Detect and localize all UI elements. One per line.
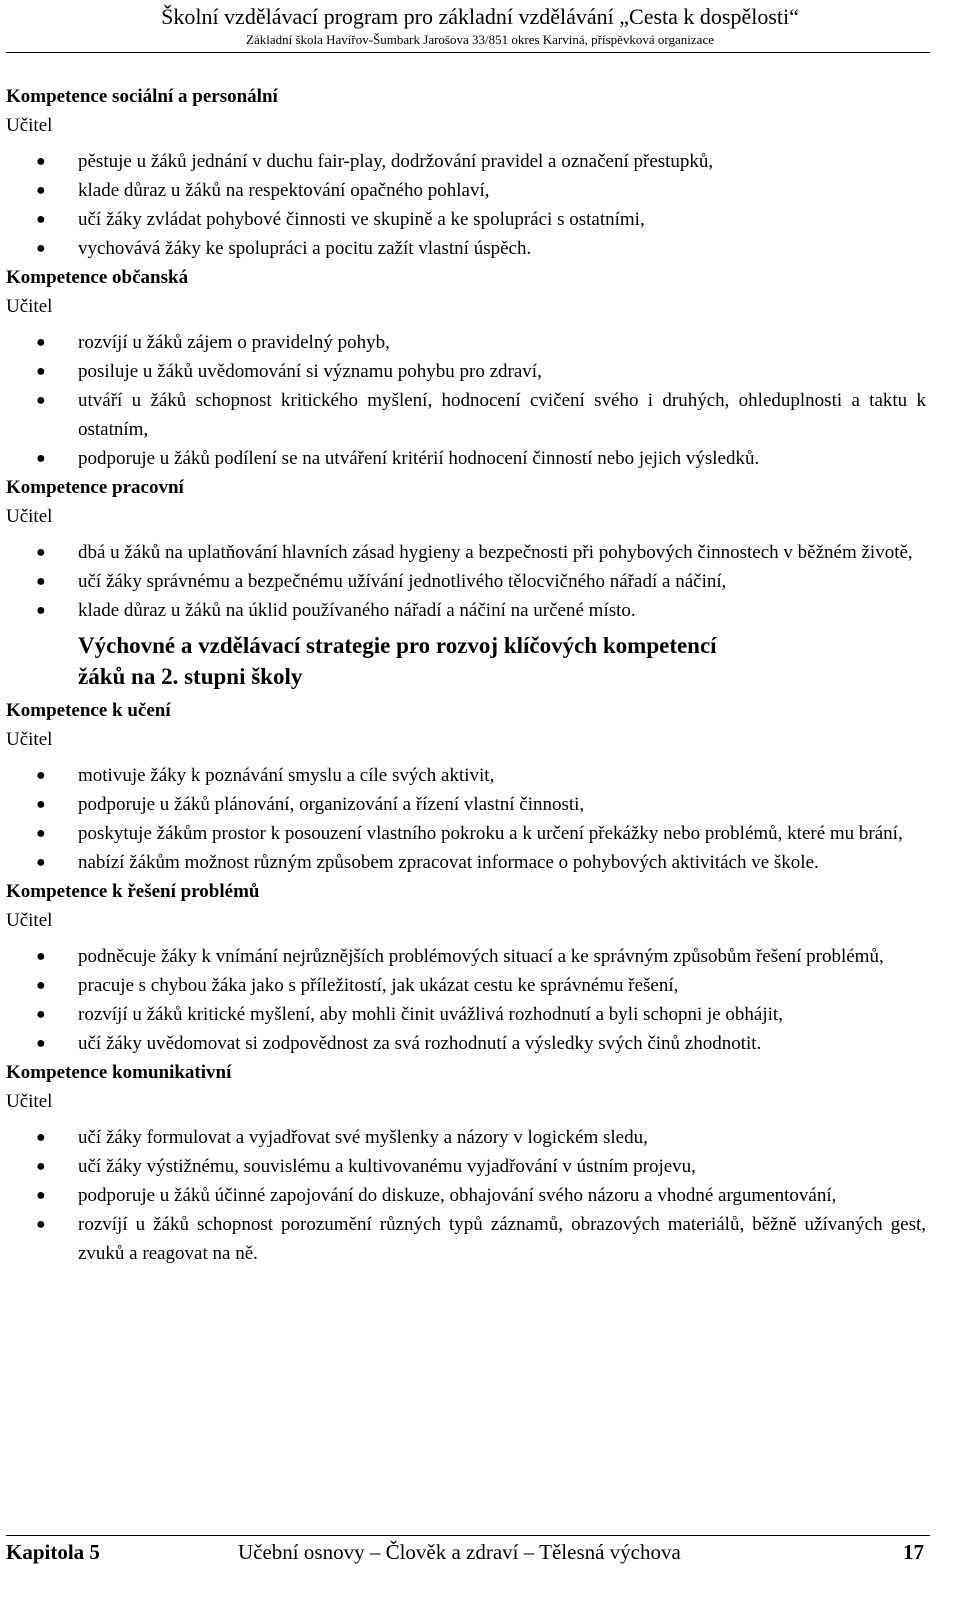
bullet-icon: ●	[36, 211, 46, 228]
section-heading: Kompetence občanská	[6, 267, 189, 288]
list-item: ● poskytuje žákům prostor k posouzení vlastního pokroku a k určení překážky nebo problémů, které mu brání,	[6, 819, 926, 848]
list-item: ● učí žáky formulovat a vyjadřovat své myšlenky a názory v logickém sledu,	[6, 1123, 926, 1152]
list-item: ● klade důraz u žáků na úklid používaného nářadí a náčiní na určené místo.	[6, 596, 926, 625]
header-title: Školní vzdělávací program pro základní vzdělávání „Cesta k dospělosti“	[161, 4, 799, 29]
list-item: ● vychovává žáky ke spolupráci a pocitu zažít vlastní úspěch.	[6, 234, 926, 263]
list-item: ● rozvíjí u žáků zájem o pravidelný pohyb,	[6, 328, 926, 357]
list-item: ● dbá u žáků na uplatňování hlavních zásad hygieny a bezpečnosti při pohybových činnostech v běžném životě,	[6, 538, 926, 567]
page-content	[6, 82, 926, 1268]
page-header	[0, 4, 960, 48]
list-item: ● klade důraz u žáků na respektování opačného pohlaví,	[6, 176, 926, 205]
list-item: ● rozvíjí u žáků kritické myšlení, aby mohli činit uvážlivá rozhodnutí a byli schopni je obhájit,	[6, 1000, 926, 1029]
bullet-list	[6, 328, 926, 473]
header-divider	[6, 52, 930, 53]
bullet-icon: ●	[36, 450, 46, 467]
strategy-title-line-2: žáků na 2. stupni školy	[78, 664, 303, 689]
footer-chapter: Kapitola 5	[6, 1540, 100, 1564]
list-item: ● motivuje žáky k poznávání smyslu a cíle svých aktivit,	[6, 761, 926, 790]
bullet-icon: ●	[36, 153, 46, 170]
list-item: ● učí žáky správnému a bezpečnému užívání jednotlivého tělocvičného nářadí a náčiní,	[6, 567, 926, 596]
page-number: 17	[903, 1540, 924, 1564]
bullet-icon: ●	[36, 602, 46, 619]
section-label: Učitel	[6, 1091, 53, 1112]
bullet-icon: ●	[36, 544, 46, 561]
bullet-list	[6, 538, 926, 625]
list-item: ● podporuje u žáků účinné zapojování do diskuze, obhajování svého názoru a vhodné argumentování,	[6, 1181, 926, 1210]
bullet-icon: ●	[36, 1035, 46, 1052]
bullet-list	[6, 761, 926, 877]
list-item: ● utváří u žáků schopnost kritického myšlení, hodnocení cvičení svého i druhých, ohleduplnosti a taktu k ostatním,	[6, 386, 926, 444]
strategy-title-line-1: Výchovné a vzdělávací strategie pro rozvoj klíčových kompetencí	[78, 633, 717, 658]
bullet-icon: ●	[36, 573, 46, 590]
bullet-icon: ●	[36, 1006, 46, 1023]
bullet-list	[6, 942, 926, 1058]
bullet-icon: ●	[36, 392, 46, 409]
list-item: ● podporuje u žáků podílení se na utváření kritérií hodnocení činností nebo jejich výsledků.	[6, 444, 926, 473]
bullet-icon: ●	[36, 854, 46, 871]
bullet-list	[6, 147, 926, 263]
bullet-icon: ●	[36, 1216, 46, 1233]
footer-divider	[6, 1535, 930, 1536]
list-item: ● učí žáky uvědomovat si zodpovědnost za svá rozhodnutí a výsledky svých činů zhodnotit.	[6, 1029, 926, 1058]
bullet-icon: ●	[36, 825, 46, 842]
section-heading: Kompetence sociální a personální	[6, 86, 278, 107]
bullet-icon: ●	[36, 796, 46, 813]
list-item: ● pracuje s chybou žáka jako s příležitostí, jak ukázat cestu ke správnému řešení,	[6, 971, 926, 1000]
section-heading: Kompetence k učení	[6, 700, 171, 721]
section-label: Učitel	[6, 910, 53, 931]
bullet-icon: ●	[36, 1129, 46, 1146]
list-item: ● učí žáky zvládat pohybové činnosti ve skupině a ke spolupráci s ostatními,	[6, 205, 926, 234]
section-heading: Kompetence k řešení problémů	[6, 881, 260, 902]
bullet-icon: ●	[36, 1158, 46, 1175]
strategy-title	[6, 630, 926, 692]
bullet-icon: ●	[36, 363, 46, 380]
bullet-icon: ●	[36, 977, 46, 994]
section-heading: Kompetence pracovní	[6, 477, 184, 498]
bullet-icon: ●	[36, 182, 46, 199]
footer-subject: Učební osnovy – Člověk a zdraví – Tělesná výchova	[238, 1540, 681, 1564]
bullet-list	[6, 1123, 926, 1268]
list-item: ● posiluje u žáků uvědomování si významu pohybu pro zdraví,	[6, 357, 926, 386]
list-item: ● učí žáky výstižnému, souvislému a kultivovanému vyjadřování v ústním projevu,	[6, 1152, 926, 1181]
bullet-icon: ●	[36, 1187, 46, 1204]
list-item: ● nabízí žákům možnost různým způsobem zpracovat informace o pohybových aktivitách ve škole.	[6, 848, 926, 877]
bullet-icon: ●	[36, 240, 46, 257]
bullet-icon: ●	[36, 334, 46, 351]
header-subtitle: Základní škola Havířov-Šumbark Jarošova 33/851 okres Karviná, příspěvková organizace	[246, 32, 714, 47]
section-label: Učitel	[6, 506, 53, 527]
list-item: ● podporuje u žáků plánování, organizování a řízení vlastní činnosti,	[6, 790, 926, 819]
section-heading: Kompetence komunikativní	[6, 1062, 232, 1083]
list-item: ● podněcuje žáky k vnímání nejrůznějších problémových situací a ke správným způsobům řešení problémů,	[6, 942, 926, 971]
bullet-icon: ●	[36, 948, 46, 965]
list-item: ● pěstuje u žáků jednání v duchu fair-play, dodržování pravidel a označení přestupků,	[6, 147, 926, 176]
section-label: Učitel	[6, 296, 53, 317]
list-item: ● rozvíjí u žáků schopnost porozumění různých typů záznamů, obrazových materiálů, běžně užívaných gest, zvuků a reagovat na ně.	[6, 1210, 926, 1268]
bullet-icon: ●	[36, 767, 46, 784]
section-label: Učitel	[6, 729, 53, 750]
section-label: Učitel	[6, 115, 53, 136]
